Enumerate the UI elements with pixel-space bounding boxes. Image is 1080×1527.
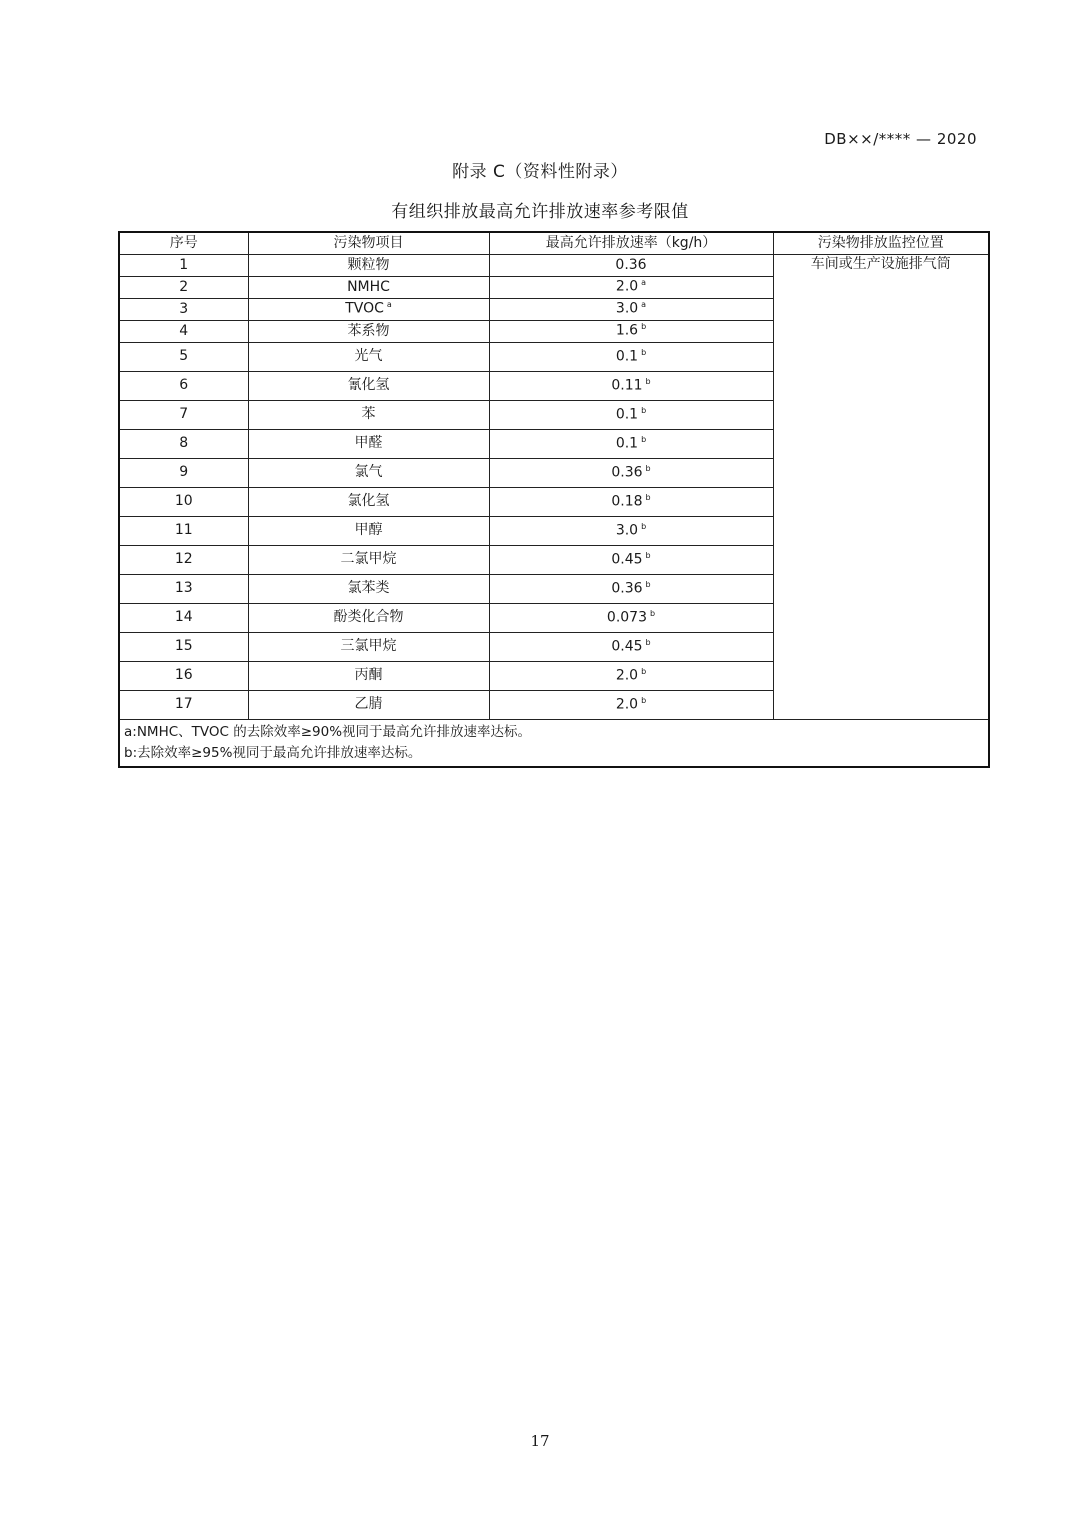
row-number: 10	[119, 488, 248, 517]
row-number: 14	[119, 604, 248, 633]
pollutant-item	[248, 546, 489, 575]
pollutant-name: 氯苯类	[347, 580, 390, 597]
pollutant-name: 乙腈	[354, 696, 383, 713]
pollutant-item	[248, 343, 489, 372]
rate-footnote-marker: b	[641, 521, 647, 531]
emission-rate-value: 3.0	[615, 301, 639, 318]
item-footnote-marker: a	[386, 300, 392, 310]
pollutant-name: 二氯甲烷	[340, 551, 397, 568]
pollutant-item	[248, 517, 489, 546]
rate-footnote-marker: b	[650, 608, 656, 618]
emission-rate	[489, 255, 773, 277]
pollutant-item	[248, 633, 489, 662]
column-header-rate: 最高允许排放速率（kg/h）	[489, 232, 773, 255]
page-number: 17	[530, 1432, 550, 1450]
rate-footnote-marker: b	[645, 550, 651, 560]
pollutant-item	[248, 691, 489, 720]
row-number: 16	[119, 662, 248, 691]
table-title: 有组织排放最高允许排放速率参考限值	[391, 202, 689, 222]
rate-footnote-marker: b	[641, 347, 647, 357]
emission-rate-value: 2.0	[615, 667, 639, 684]
pollutant-item	[248, 255, 489, 277]
rate-footnote-marker: a	[641, 300, 647, 310]
rate-footnote-marker: b	[645, 463, 651, 473]
row-number: 5	[119, 343, 248, 372]
emission-rate	[489, 372, 773, 401]
row-number: 3	[119, 299, 248, 321]
pollutant-name: 苯	[361, 406, 376, 423]
emission-rate	[489, 459, 773, 488]
emission-rate-value: 0.36	[611, 580, 643, 597]
rate-footnote-marker: b	[641, 666, 647, 676]
pollutant-name: 颗粒物	[347, 256, 390, 273]
emission-rate	[489, 604, 773, 633]
pollutant-item	[248, 488, 489, 517]
emission-rate	[489, 343, 773, 372]
row-number: 8	[119, 430, 248, 459]
emission-rate	[489, 321, 773, 343]
emission-rate	[489, 401, 773, 430]
pollutant-item	[248, 401, 489, 430]
table-header-row	[119, 232, 989, 255]
emission-rate-value: 0.11	[611, 377, 643, 394]
rate-footnote-marker: b	[641, 405, 647, 415]
row-number: 2	[119, 277, 248, 299]
row-number: 1	[119, 255, 248, 277]
row-number: 17	[119, 691, 248, 720]
table-notes	[119, 720, 989, 768]
row-number: 15	[119, 633, 248, 662]
row-number: 4	[119, 321, 248, 343]
emission-rate-value: 0.45	[611, 638, 643, 655]
pollutant-name: 甲醛	[354, 435, 383, 452]
pollutant-name: 光气	[354, 348, 383, 365]
pollutant-item	[248, 604, 489, 633]
pollutant-item	[248, 277, 489, 299]
row-number: 11	[119, 517, 248, 546]
row-number: 7	[119, 401, 248, 430]
rate-footnote-marker: b	[641, 322, 647, 332]
column-header-no: 序号	[119, 232, 248, 255]
pollutant-item	[248, 662, 489, 691]
monitoring-location: 车间或生产设施排气筒	[773, 255, 989, 720]
pollutant-name: 氯气	[354, 464, 383, 481]
emission-rate-value: 2.0	[615, 696, 639, 713]
rate-footnote-marker: b	[645, 492, 651, 502]
row-number: 9	[119, 459, 248, 488]
emission-rate	[489, 488, 773, 517]
appendix-title: 附录 C（资料性附录）	[452, 162, 628, 182]
pollutant-name: 酚类化合物	[333, 609, 404, 626]
emission-rate	[489, 575, 773, 604]
rate-footnote-marker: a	[641, 278, 647, 288]
rate-footnote-marker: b	[645, 376, 651, 386]
emission-rate-value: 0.1	[615, 348, 639, 365]
notes-row	[119, 720, 989, 768]
pollutant-name: 氰化氢	[347, 377, 390, 394]
emission-rate-value: 0.1	[615, 406, 639, 423]
emission-rate-value: 0.36	[611, 464, 643, 481]
pollutant-name: 甲醇	[354, 522, 383, 539]
pollutant-name: 三氯甲烷	[340, 638, 397, 655]
pollutant-item	[248, 299, 489, 321]
pollutant-item	[248, 372, 489, 401]
pollutant-name: 苯系物	[347, 322, 390, 339]
column-header-location: 污染物排放监控位置	[773, 232, 989, 255]
emission-rate	[489, 546, 773, 575]
column-header-item: 污染物项目	[248, 232, 489, 255]
emission-rate-value: 0.073	[606, 609, 647, 626]
emission-rate	[489, 691, 773, 720]
emission-rate-value: 3.0	[615, 522, 639, 539]
emission-rate	[489, 662, 773, 691]
emission-rate	[489, 517, 773, 546]
pollutant-item	[248, 459, 489, 488]
emission-limits-table	[118, 231, 990, 768]
pollutant-item	[248, 321, 489, 343]
rate-footnote-marker: b	[645, 637, 651, 647]
document-code: DB××/**** — 2020	[824, 130, 977, 148]
emission-rate	[489, 633, 773, 662]
rate-footnote-marker: b	[645, 579, 651, 589]
pollutant-name: NMHC	[347, 278, 390, 295]
emission-rate-value: 0.18	[611, 493, 643, 510]
emission-rate	[489, 299, 773, 321]
row-number: 6	[119, 372, 248, 401]
pollutant-name: TVOC	[345, 301, 384, 318]
emission-rate-value: 0.45	[611, 551, 643, 568]
pollutant-item	[248, 575, 489, 604]
row-number: 12	[119, 546, 248, 575]
emission-rate	[489, 430, 773, 459]
emission-rate-value: 1.6	[615, 323, 639, 340]
note-b: b:去除效率≥95%视同于最高允许排放速率达标。	[124, 745, 422, 761]
pollutant-name: 氯化氢	[347, 493, 390, 510]
pollutant-name: 丙酮	[354, 667, 383, 684]
note-a: a:NMHC、TVOC 的去除效率≥90%视同于最高允许排放速率达标。	[124, 724, 532, 740]
rate-footnote-marker: b	[641, 434, 647, 444]
row-number: 13	[119, 575, 248, 604]
emission-rate-value: 2.0	[615, 279, 639, 296]
pollutant-item	[248, 430, 489, 459]
emission-rate-value: 0.36	[615, 256, 647, 273]
emission-rate	[489, 277, 773, 299]
table-row	[119, 255, 989, 277]
emission-rate-value: 0.1	[615, 435, 639, 452]
rate-footnote-marker: b	[641, 695, 647, 705]
